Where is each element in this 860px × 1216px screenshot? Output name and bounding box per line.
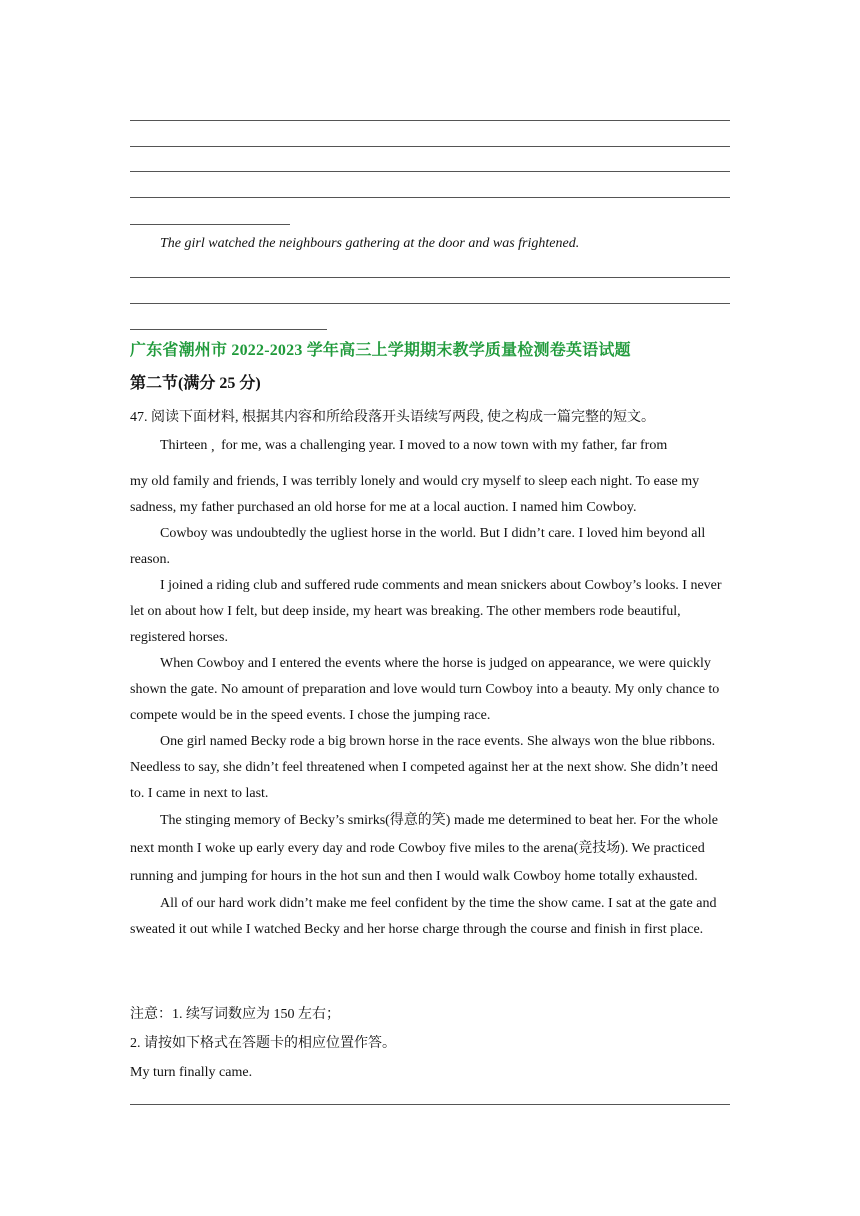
passage-paragraph-1-continued: my old family and friends, I was terribly lonely and would cry myself to sleep each night. To ease my sadness, my father purchased an old horse for me at a local auction. I named him Cowboy.	[130, 474, 700, 515]
continuation-opening: My turn finally came.	[130, 1065, 253, 1080]
passage-paragraph-7: All of our hard work didn’t make me feel confident by the time the show came. I sat at the gate and sweated it out while I watched Becky and her horse charge through the course and finish in first place.	[130, 896, 717, 937]
passage-paragraph-2: Cowboy was undoubtedly the ugliest horse in the world. But I didn’t care. I loved him beyond all reason.	[130, 526, 706, 567]
answer-line	[130, 146, 730, 147]
passage-first-word: Thirteen	[160, 438, 208, 453]
note-word-count: 注意：1. 续写词数应为 150 左右；	[130, 1007, 340, 1022]
answer-line	[130, 197, 730, 198]
answer-line	[130, 277, 730, 278]
answer-line	[130, 120, 730, 121]
passage-stray-comma: ’	[210, 447, 216, 462]
reading-passage	[130, 433, 730, 943]
passage-paragraph-5: One girl named Becky rode a big brown horse in the race events. She always won the blue ribbons. Needless to say, she didn’t feel threatened when I competed against her at the next show. She didn’t need to. I came in next to last.	[130, 734, 718, 801]
question-instruction: 47. 阅读下面材料, 根据其内容和所给段落开头语续写两段, 使之构成一篇完整的短文。	[130, 410, 655, 425]
source-title: 广东省潮州市 2022-2023 学年高三上学期期末教学质量检测卷英语试题	[130, 342, 631, 359]
passage-first-line-rest: for me, was a challenging year. I moved to a now town with my father, far from	[221, 438, 668, 453]
passage-paragraph-6: The stinging memory of Becky’s smirks(得意的笑) made me determined to beat her. For the whole next month I woke up early every day and rode Cowboy five miles to the arena(竞技场). We practiced running and jumping for hours in the hot sun and then I would walk Cowboy home totally exhausted.	[130, 813, 718, 884]
answer-line-short	[130, 329, 327, 330]
note-format: 2. 请按如下格式在答题卡的相应位置作答。	[130, 1036, 396, 1051]
passage-paragraph-4: When Cowboy and I entered the events where the horse is judged on appearance, we were quickly shown the gate. No amount of preparation and love would turn Cowboy into a beauty. My only chance to compete would be in the speed events. I chose the jumping race.	[130, 656, 720, 723]
answer-line	[130, 171, 730, 172]
paragraph-prompt: The girl watched the neighbours gathering at the door and was frightened.	[160, 236, 580, 251]
section-heading: 第二节(满分 25 分)	[130, 375, 261, 392]
passage-paragraph-3: I joined a riding club and suffered rude comments and mean snickers about Cowboy’s looks. I never let on about how I felt, but deep inside, my heart was breaking. The other members rode beautiful, registered horses.	[130, 578, 722, 645]
passage-paragraph-1-first-line	[130, 433, 730, 462]
answer-line-short	[130, 224, 290, 225]
answer-line	[130, 1104, 730, 1105]
answer-line	[130, 303, 730, 304]
